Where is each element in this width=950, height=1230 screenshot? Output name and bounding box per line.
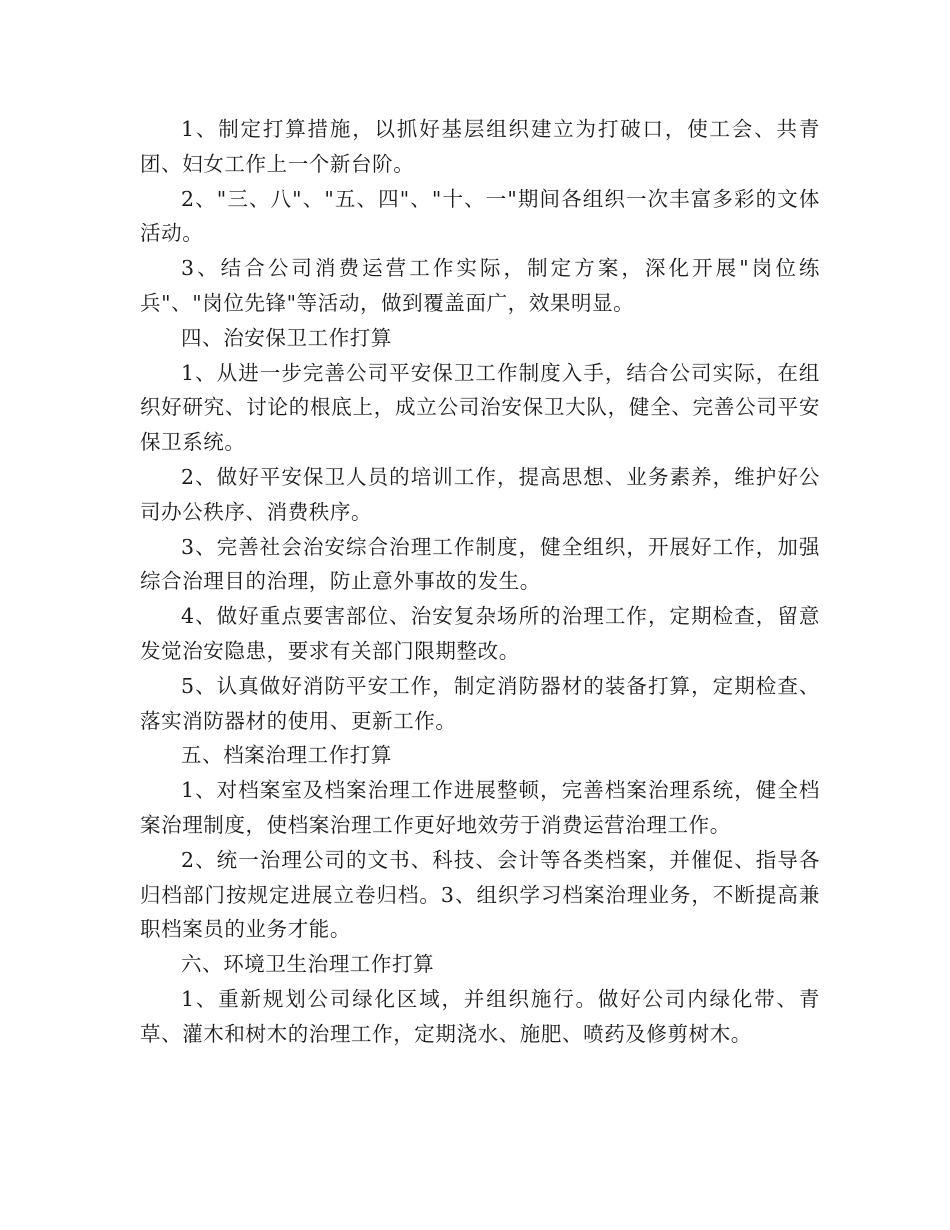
paragraph: 5、认真做好消防平安工作，制定消防器材的装备打算，定期检查、落实消防器材的使用、更新工作。 (140, 673, 820, 733)
section-heading: 五、档案治理工作打算 (181, 743, 392, 768)
document-body (140, 112, 820, 1052)
section-heading: 四、治安保卫工作打算 (181, 325, 392, 350)
paragraph: 2、做好平安保卫人员的培训工作，提高思想、业务素养，维护好公司办公秩序、消费秩序。 (140, 464, 820, 524)
paragraph: 1、重新规划公司绿化区域，并组织施行。做好公司内绿化带、青草、灌木和树木的治理工作，定期浇水、施肥、喷药及修剪树木。 (140, 986, 820, 1046)
paragraph: 1、制定打算措施，以抓好基层组织建立为打破口，使工会、共青团、妇女工作上一个新台阶。 (140, 117, 820, 176)
paragraph: 3、完善社会治安综合治理工作制度，健全组织，开展好工作，加强综合治理目的治理，防止意外事故的发生。 (140, 534, 820, 594)
paragraph: 3、结合公司消费运营工作实际，制定方案，深化开展"岗位练兵"、"岗位先锋"等活动，做到覆盖面广，效果明显。 (140, 256, 820, 315)
section-heading: 六、环境卫生治理工作打算 (181, 952, 435, 977)
paragraph: 1、对档案室及档案治理工作进展整顿，完善档案治理系统，健全档案治理制度，使档案治理工作更好地效劳于消费运营治理工作。 (140, 778, 820, 837)
paragraph: 4、做好重点要害部位、治安复杂场所的治理工作，定期检查，留意发觉治安隐患，要求有关部门限期整改。 (140, 604, 820, 663)
paragraph: 1、从进一步完善公司平安保卫工作制度入手，结合公司实际，在组织好研究、讨论的根底上，成立公司治安保卫大队，健全、完善公司平安保卫系统。 (140, 360, 820, 455)
paragraph: 2、"三、八"、"五、四"、"十、一"期间各组织一次丰富多彩的文体活动。 (140, 186, 820, 246)
paragraph: 2、统一治理公司的文书、科技、会计等各类档案，并催促、指导各归档部门按规定进展立卷归档。3、组织学习档案治理业务，不断提高兼职档案员的业务才能。 (140, 847, 820, 942)
